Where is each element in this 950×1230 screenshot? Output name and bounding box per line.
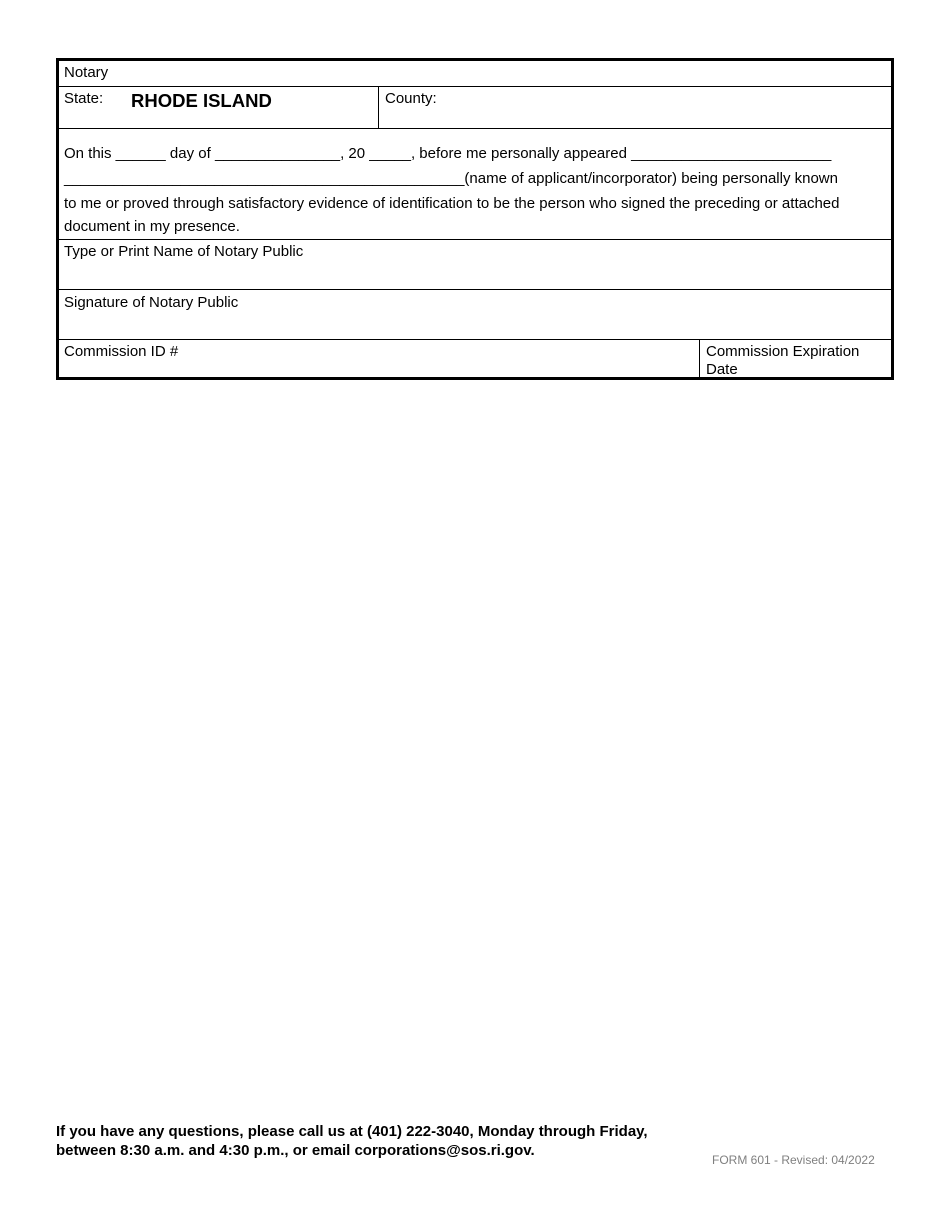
acknowledgment-line-1: On this ______ day of _______________, 20 _____, before me personally appeared ________________________ [64, 145, 832, 162]
acknowledgment-line-3: to me or proved through satisfactory evidence of identification to be the person who signed the preceding or attached [64, 195, 840, 212]
commission-expiration-label-line2: Date [706, 361, 738, 378]
form-revision-label: FORM 601 - Revised: 04/2022 [712, 1153, 875, 1167]
county-label: County: [385, 90, 437, 107]
commission-id-field[interactable] [59, 340, 699, 380]
footer-contact [56, 1122, 648, 1160]
acknowledgment-line-2: ________________________________________________(name of applicant/incorporator) being personally known [64, 170, 838, 187]
footer-contact-line-2: between 8:30 a.m. and 4:30 p.m., or email corporations@sos.ri.gov. [56, 1142, 535, 1159]
signature-label: Signature of Notary Public [64, 294, 239, 311]
notary-signature-field[interactable] [59, 290, 891, 340]
notary-section [56, 58, 894, 380]
state-county-row [59, 87, 891, 129]
notary-title-row [59, 61, 891, 87]
state-county-divider [378, 87, 379, 128]
county-field[interactable] [380, 87, 891, 128]
commission-expiration-label-line1: Commission Expiration [706, 343, 860, 360]
commission-expiration-field[interactable] [701, 340, 891, 380]
acknowledgment-line-4: document in my presence. [64, 218, 240, 235]
state-label: State: [64, 90, 104, 107]
print-name-label: Type or Print Name of Notary Public [64, 243, 304, 260]
commission-id-label: Commission ID # [64, 343, 179, 360]
commission-divider [699, 340, 700, 380]
state-value: RHODE ISLAND [131, 90, 272, 111]
notary-title: Notary [64, 64, 109, 81]
footer-contact-line-1: If you have any questions, please call us at (401) 222-3040, Monday through Friday, [56, 1123, 648, 1140]
notary-print-name-field[interactable] [59, 240, 891, 290]
commission-row [59, 340, 891, 380]
acknowledgment-block [59, 129, 891, 240]
